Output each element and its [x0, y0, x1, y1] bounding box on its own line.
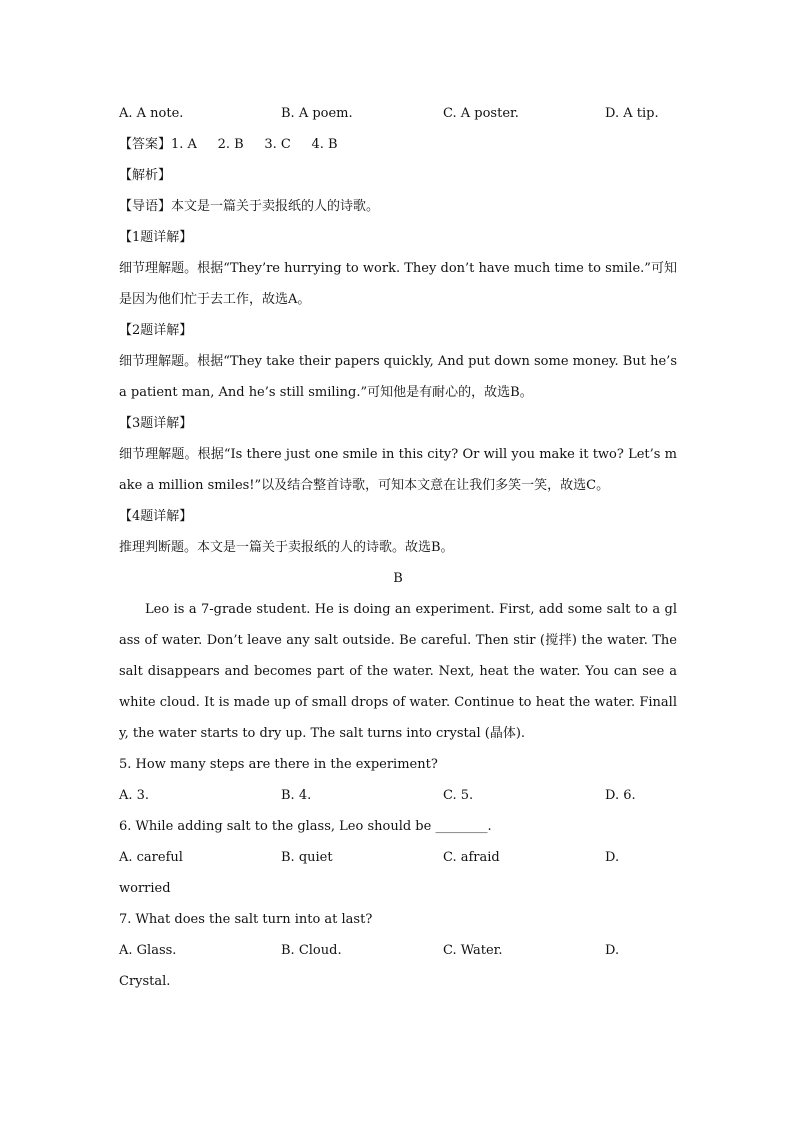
q6-option-c: C. afraid: [443, 850, 500, 865]
detail1-label: 【1题详解】: [119, 230, 193, 245]
q4-option-b: B. A poem.: [281, 106, 353, 121]
q6-option-d-text: worried: [119, 881, 171, 896]
q5-option-a: A. 3.: [119, 788, 150, 803]
question-5: 5. How many steps are there in the experiment?: [119, 757, 438, 772]
detail3-text: 细节理解题。根据“Is there just one smile in this city? Or will you make it two? Let’s make a million smiles!”以及结合整首诗歌，可知本文意在让我们多笑一笑，故选C。: [119, 447, 677, 493]
q4-option-a: A. A note.: [119, 106, 184, 121]
q6-options: [119, 842, 677, 873]
detail2-text: 细节理解题。根据“They take their papers quickly, And put down some money. But he’s a patient man, And he’s still smiling.”可知他是有耐心的，故选B。: [119, 354, 677, 400]
answer-line: 【答案】1. A 2. B 3. C 4. B: [119, 137, 338, 152]
q7-option-b: B. Cloud.: [281, 943, 342, 958]
q7-option-d-text: Crystal.: [119, 974, 171, 989]
q5-option-b: B. 4.: [281, 788, 312, 803]
analysis-label: 【解析】: [119, 168, 172, 183]
q5-option-d: D. 6.: [605, 788, 636, 803]
q6-option-d: D.: [605, 850, 620, 865]
detail1-text: 细节理解题。根据“They’re hurrying to work. They don’t have much time to smile.”可知是因为他们忙于去工作，故选A。: [119, 261, 677, 307]
question-6: 6. While adding salt to the glass, Leo should be ________.: [119, 819, 492, 834]
document-page: [119, 98, 677, 997]
q4-option-c: C. A poster.: [443, 106, 519, 121]
passage-b: Leo is a 7-grade student. He is doing an experiment. First, add some salt to a glass of water. Don’t leave any salt outside. Be careful. Then stir (搅拌) the water. The salt disappears and becomes part of the water. Next, heat the water. You can see a white cloud. It is made up of small drops of water. Continue to heat the water. Finally, the water starts to dry up. The salt turns into crystal (晶体).: [119, 602, 677, 741]
q7-option-d: D.: [605, 943, 620, 958]
q5-option-c: C. 5.: [443, 788, 474, 803]
q6-option-a: A. careful: [119, 850, 183, 865]
q6-option-b: B. quiet: [281, 850, 333, 865]
detail3-label: 【3题详解】: [119, 416, 193, 431]
q7-option-a: A. Glass.: [119, 943, 177, 958]
q5-options: [119, 780, 677, 811]
q4-options: [119, 98, 677, 129]
detail2-label: 【2题详解】: [119, 323, 193, 338]
detail4-label: 【4题详解】: [119, 509, 193, 524]
detail4-text: 推理判断题。本文是一篇关于卖报纸的人的诗歌。故选B。: [119, 540, 454, 555]
question-7: 7. What does the salt turn into at last?: [119, 912, 373, 927]
q4-option-d: D. A tip.: [605, 106, 659, 121]
q7-options: [119, 935, 677, 966]
q7-option-c: C. Water.: [443, 943, 503, 958]
intro-line: 【导语】本文是一篇关于卖报纸的人的诗歌。: [119, 199, 380, 214]
section-b-label: B: [393, 571, 403, 586]
